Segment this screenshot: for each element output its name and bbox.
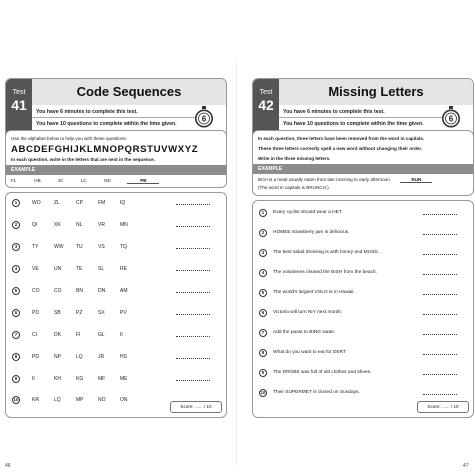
question-sentence: The best salad dressing is with honey and MUSD. bbox=[273, 250, 380, 255]
code-list bbox=[32, 219, 142, 231]
time-info: You have 6 minutes to complete this test. bbox=[279, 107, 447, 118]
code: KG bbox=[76, 376, 84, 382]
example-label: EXAMPLE bbox=[6, 165, 226, 175]
question-number: 8 bbox=[12, 353, 20, 361]
answer-line[interactable] bbox=[423, 274, 457, 275]
answer-line[interactable] bbox=[423, 214, 457, 215]
code: CP bbox=[76, 200, 83, 206]
question-number: 7 bbox=[12, 331, 20, 339]
answer-line[interactable] bbox=[176, 314, 210, 315]
question-number: 8 bbox=[259, 349, 267, 357]
example-sentence: BCH is a meal usually eaten from late morning to early afternoon. bbox=[258, 177, 392, 182]
code: IQ bbox=[120, 200, 126, 206]
answer-line[interactable] bbox=[176, 292, 210, 293]
answer-line[interactable] bbox=[423, 354, 457, 355]
question-number: 2 bbox=[12, 221, 20, 229]
svg-text:6: 6 bbox=[448, 114, 454, 124]
question-number: 3 bbox=[12, 243, 20, 251]
code: PD bbox=[32, 310, 39, 316]
answer-line[interactable] bbox=[176, 358, 210, 359]
code: NL bbox=[76, 222, 83, 228]
question-number: 9 bbox=[12, 375, 20, 383]
page-code-sequences bbox=[5, 78, 227, 458]
code: SX bbox=[98, 310, 105, 316]
code-list bbox=[32, 329, 142, 341]
question-number: 4 bbox=[12, 265, 20, 273]
code-list bbox=[32, 351, 142, 363]
question-row bbox=[259, 367, 467, 379]
svg-text:6: 6 bbox=[201, 114, 207, 124]
example-code: ND bbox=[104, 178, 111, 183]
code: DN bbox=[98, 288, 106, 294]
code: UN bbox=[54, 266, 62, 272]
instruction-sequence: In each question, write in the letters that are next in the sequence. bbox=[11, 157, 155, 162]
test-label: Test bbox=[259, 89, 273, 96]
code: TQ bbox=[120, 244, 127, 250]
code-list bbox=[32, 263, 142, 275]
page-missing-letters bbox=[252, 78, 474, 458]
code: HS bbox=[120, 354, 127, 360]
example-code: JC bbox=[57, 178, 64, 183]
code: PD bbox=[32, 354, 39, 360]
alphabet-strip: ABCDEFGHIJKLMNOPQRSTUVWXYZ bbox=[11, 144, 199, 155]
instructions-panel bbox=[252, 130, 474, 196]
question-number: 5 bbox=[12, 287, 20, 295]
test-label: Test bbox=[12, 89, 26, 96]
code: LQ bbox=[76, 354, 83, 360]
question-row bbox=[12, 351, 220, 363]
page-number-left: 46 bbox=[5, 463, 11, 469]
question-row bbox=[259, 307, 467, 319]
code: SL bbox=[98, 266, 105, 272]
question-row bbox=[259, 207, 467, 219]
question-sentence: Add the pasta to BING water. bbox=[273, 330, 336, 335]
code-list bbox=[32, 373, 142, 385]
code-list bbox=[32, 197, 142, 209]
answer-line[interactable] bbox=[423, 294, 457, 295]
score-box: Score: ...... / 10 bbox=[417, 401, 469, 413]
code: GL bbox=[98, 332, 105, 338]
code: ON bbox=[120, 397, 128, 403]
stopwatch-icon bbox=[194, 106, 214, 128]
code-list bbox=[32, 307, 142, 319]
example-row bbox=[253, 174, 473, 183]
example-label: EXAMPLE bbox=[253, 164, 473, 174]
code: BN bbox=[76, 288, 83, 294]
code: FM bbox=[98, 200, 106, 206]
code: II bbox=[120, 332, 123, 338]
question-sentence: Victoria will turn NIY next month. bbox=[273, 310, 343, 315]
code: AM bbox=[120, 288, 128, 294]
questions-box bbox=[5, 192, 227, 418]
instruction-new-word: These three letters correctly spell a new word without changing their order. bbox=[258, 146, 423, 151]
example-answer: PB bbox=[127, 178, 159, 184]
code: QI bbox=[32, 222, 38, 228]
answer-line[interactable] bbox=[176, 336, 210, 337]
code-list bbox=[32, 285, 142, 297]
code: DK bbox=[54, 332, 61, 338]
code-list bbox=[32, 241, 142, 253]
code: ZL bbox=[54, 200, 60, 206]
question-sentence: The DROBE was full of old clothes and shoes. bbox=[273, 370, 372, 375]
instructions-panel bbox=[5, 130, 227, 188]
code: NP bbox=[54, 354, 61, 360]
code: CI bbox=[32, 332, 37, 338]
question-number: 10 bbox=[260, 390, 266, 395]
code: XK bbox=[54, 222, 61, 228]
question-number: 1 bbox=[259, 209, 267, 217]
example-code: HB bbox=[34, 178, 41, 183]
answer-line[interactable] bbox=[176, 270, 210, 271]
code: TE bbox=[76, 266, 83, 272]
question-number: 4 bbox=[259, 269, 267, 277]
answer-line[interactable] bbox=[176, 204, 210, 205]
answer-line[interactable] bbox=[423, 394, 457, 395]
question-row bbox=[12, 197, 220, 209]
example-code: FL bbox=[11, 178, 17, 183]
code: CO bbox=[32, 288, 40, 294]
code: KH bbox=[54, 376, 61, 382]
book-spine bbox=[236, 60, 237, 465]
answer-line[interactable] bbox=[423, 374, 457, 375]
code: TU bbox=[76, 244, 83, 250]
question-sentence: HOMEE strawberry jam is delicious. bbox=[273, 230, 350, 235]
code: PZ bbox=[76, 310, 83, 316]
code: MF bbox=[98, 376, 106, 382]
code: RE bbox=[120, 266, 127, 272]
instruction-write: Write in the three missing letters. bbox=[258, 156, 331, 161]
code: VR bbox=[98, 222, 105, 228]
question-row bbox=[259, 327, 467, 339]
question-sentence: What do you want to eat for DERT bbox=[273, 350, 346, 355]
code: CO bbox=[54, 288, 62, 294]
answer-line[interactable] bbox=[176, 226, 210, 227]
code: JR bbox=[98, 354, 105, 360]
code: ME bbox=[120, 376, 128, 382]
test-number: 41 bbox=[11, 97, 27, 113]
question-sentence: The world's largest VOLO is in Hawaii. bbox=[273, 290, 355, 295]
question-count-info: You have 10 questions to complete within the time given. bbox=[36, 121, 177, 127]
test-number: 42 bbox=[258, 97, 274, 113]
question-number: 10 bbox=[13, 397, 19, 402]
question-sentence: Every cyclist should wear a HET. bbox=[273, 210, 343, 215]
question-number: 5 bbox=[259, 289, 267, 297]
code: II bbox=[32, 376, 35, 382]
code: TY bbox=[32, 244, 39, 250]
code: NO bbox=[98, 397, 106, 403]
page-number-right: 47 bbox=[463, 463, 469, 469]
code: VE bbox=[32, 266, 39, 272]
question-row bbox=[12, 285, 220, 297]
stopwatch-icon bbox=[441, 106, 461, 128]
question-number: 1 bbox=[12, 199, 20, 207]
answer-line[interactable] bbox=[176, 380, 210, 381]
question-number: 3 bbox=[259, 249, 267, 257]
question-number: 6 bbox=[259, 309, 267, 317]
code: KR bbox=[32, 397, 39, 403]
test-title: Code Sequences bbox=[32, 79, 226, 105]
test-title: Missing Letters bbox=[279, 79, 473, 105]
score-box: Score: ...... / 10 bbox=[170, 401, 222, 413]
code: PV bbox=[120, 310, 127, 316]
question-row bbox=[259, 227, 467, 239]
answer-line[interactable] bbox=[423, 314, 457, 315]
code: LQ bbox=[54, 397, 61, 403]
question-row bbox=[259, 347, 467, 359]
question-row bbox=[12, 307, 220, 319]
code-list bbox=[32, 394, 142, 406]
question-row bbox=[12, 263, 220, 275]
question-row bbox=[12, 373, 220, 385]
example-note: (The word in capitals is BRUNCH.) bbox=[258, 185, 329, 190]
answer-line[interactable] bbox=[423, 254, 457, 255]
code: MN bbox=[120, 222, 128, 228]
question-row bbox=[259, 287, 467, 299]
question-count-info: You have 10 questions to complete within the time given. bbox=[283, 121, 424, 127]
question-number: 6 bbox=[12, 309, 20, 317]
time-info: You have 6 minutes to complete this test. bbox=[32, 107, 200, 118]
answer-line[interactable] bbox=[423, 234, 457, 235]
code: WW bbox=[54, 244, 64, 250]
question-row bbox=[12, 329, 220, 341]
question-row bbox=[12, 219, 220, 231]
instruction-removed: In each question, three letters have been removed from the word in capitals. bbox=[258, 136, 425, 141]
answer-line[interactable] bbox=[423, 334, 457, 335]
example-row bbox=[6, 175, 226, 184]
example-answer: RUN bbox=[400, 177, 432, 183]
code: WO bbox=[32, 200, 41, 206]
question-sentence: Their SUPERMET is closed on Sundays. bbox=[273, 390, 360, 395]
question-sentence: The volunteers cleared the BISH from the beach. bbox=[273, 270, 377, 275]
code: SB bbox=[54, 310, 61, 316]
code: FI bbox=[76, 332, 81, 338]
question-row bbox=[259, 247, 467, 259]
code: VS bbox=[98, 244, 105, 250]
questions-box bbox=[252, 200, 474, 418]
question-row bbox=[259, 387, 467, 399]
question-number: 7 bbox=[259, 329, 267, 337]
question-row bbox=[259, 267, 467, 279]
question-number: 2 bbox=[259, 229, 267, 237]
example-code: LC bbox=[80, 178, 87, 183]
code: MP bbox=[76, 397, 84, 403]
instruction-alphabet: Use the alphabet below to help you with these questions. bbox=[11, 136, 127, 141]
question-row bbox=[12, 241, 220, 253]
answer-line[interactable] bbox=[176, 248, 210, 249]
question-number: 9 bbox=[259, 369, 267, 377]
